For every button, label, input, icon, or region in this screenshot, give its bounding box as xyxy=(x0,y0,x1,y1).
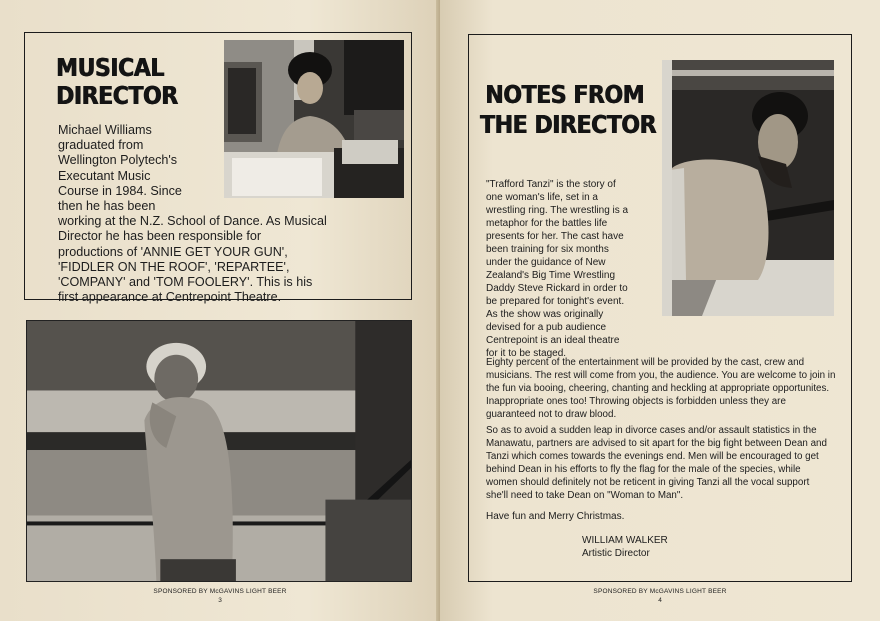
paragraph-line: Manawatu, partners are advised to sit apart for the big fight between Dean and xyxy=(486,438,827,449)
notes-paragraph-3 xyxy=(486,424,827,502)
intro-line: As the show was originally xyxy=(486,309,604,320)
bio-line: working at the N.Z. School of Dance. As Musical xyxy=(58,214,327,229)
intro-line: Zealand's Big Time Wrestling xyxy=(486,270,615,281)
page-4 xyxy=(440,0,880,621)
intro-line: under the guidance of New xyxy=(486,257,606,268)
intro-line: presents for her. The cast have xyxy=(486,231,624,242)
bio-line: productions of 'ANNIE GET YOUR GUN', xyxy=(58,244,288,259)
musical-director-bio xyxy=(58,123,327,305)
signature-title: Artistic Director xyxy=(582,548,650,559)
intro-line: be prepared for tonight's event. xyxy=(486,296,625,307)
heading-line-1: MUSICAL xyxy=(56,53,164,82)
intro-line: Daddy Steve Rickard in order to xyxy=(486,283,628,294)
bio-line: Wellington Polytech's xyxy=(58,153,178,168)
musical-director-heading xyxy=(56,54,178,110)
bio-line: first appearance at Centrepoint Theatre. xyxy=(58,290,282,305)
bio-line: Michael Williams xyxy=(58,123,152,137)
intro-line: "Trafford Tanzi" is the story of xyxy=(486,179,616,190)
paragraph-line: she'll need to take Dean on "Woman to Man". xyxy=(486,490,684,501)
intro-line: wrestling ring. The wrestling is a xyxy=(486,205,629,216)
bio-line: then he has been xyxy=(58,199,156,214)
bio-line: Executant Music xyxy=(58,168,151,183)
notes-closing: Have fun and Merry Christmas. xyxy=(486,511,625,522)
paragraph-line: Eighty percent of the entertainment will be provided by the cast, crew and xyxy=(486,357,805,368)
paragraph-line: Inappropriate ones too! Throwing objects is forbidden unless they are xyxy=(486,396,786,407)
intro-line: metaphor for the battles life xyxy=(486,218,608,229)
bio-line: graduated from xyxy=(58,138,144,153)
page-3-number: 3 xyxy=(218,597,222,604)
bio-line: 'FIDDLER ON THE ROOF', 'REPARTEE', xyxy=(58,259,290,274)
bio-line: Course in 1984. Since xyxy=(58,183,182,198)
bio-line: 'COMPANY' and 'TOM FOOLERY'. This is his xyxy=(58,275,313,290)
paragraph-line: So as to avoid a sudden leap in divorce cases and/or assault statistics in the xyxy=(486,425,817,436)
notes-intro xyxy=(486,178,628,360)
intro-line: been training for six months xyxy=(486,244,609,255)
paragraph-line: the fun via booing, cheering, chanting and heckling at appropriate opportunites. xyxy=(486,383,830,394)
intro-line: for it to be staged. xyxy=(486,348,567,359)
heading-line-2: DIRECTOR xyxy=(56,81,178,110)
signature-name: WILLIAM WALKER xyxy=(582,535,668,546)
page-4-footer: SPONSORED BY McGAVINS LIGHT BEER xyxy=(593,588,727,595)
intro-line: devised for a pub audience xyxy=(486,322,607,333)
wrestler-photo xyxy=(662,60,834,316)
intro-line: Centrepoint is an ideal theatre xyxy=(486,335,620,346)
paragraph-line: Tanzi which comes towards the evenings end. Men will be encouraged to get xyxy=(486,451,819,462)
paragraph-line: behind Dean in his efforts to fly the flag for the male of the species, while xyxy=(486,464,801,475)
intro-line: one woman's life, set in a xyxy=(486,192,598,203)
notes-signature xyxy=(582,534,668,560)
heading-line-2: THE DIRECTOR xyxy=(480,110,657,139)
heading-line-1: NOTES FROM xyxy=(485,80,645,109)
page-4-number: 4 xyxy=(658,597,662,604)
rehearsal-photo xyxy=(26,320,412,582)
paragraph-line: guaranteed not to draw blood. xyxy=(486,409,617,420)
paragraph-line: women should definitely not be reticent in giving Tanzi all the vocal support xyxy=(486,477,810,488)
page-3-footer: SPONSORED BY McGAVINS LIGHT BEER xyxy=(153,588,287,595)
notes-paragraph-2 xyxy=(486,356,835,421)
paragraph-line: musicians. The rest will come from you, the audience. You are welcome to join in xyxy=(486,370,836,381)
bio-line: Director he has been responsible for xyxy=(58,229,262,244)
notes-heading xyxy=(480,80,656,140)
